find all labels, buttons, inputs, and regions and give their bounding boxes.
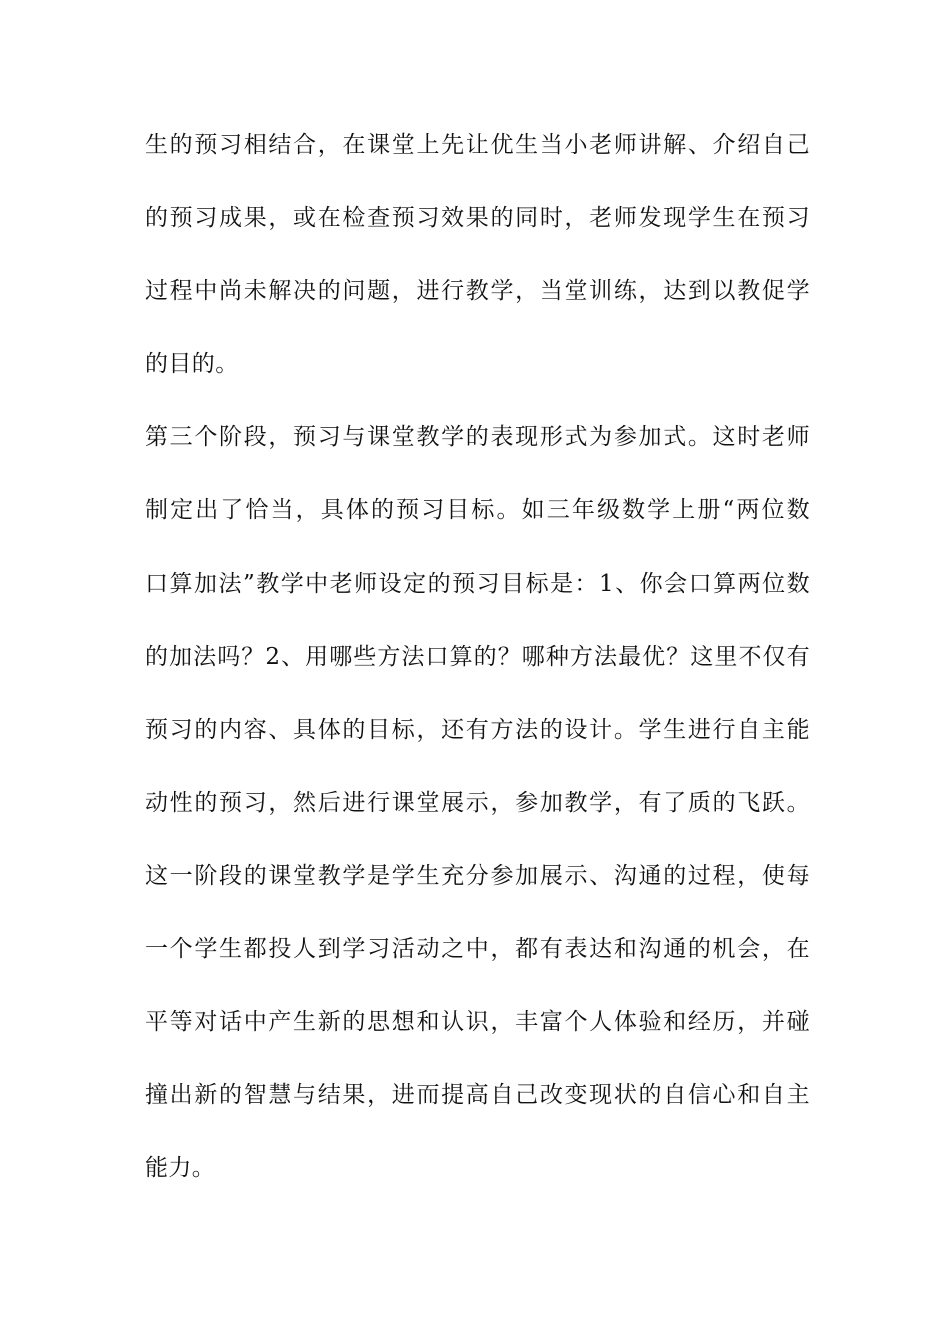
text-line: 生的预习相结合，在课堂上先让优生当小老师讲解、介绍自己 xyxy=(145,132,810,158)
text-line: 过程中尚未解决的问题，进行教学，当堂训练，达到以教促学 xyxy=(145,278,810,305)
text-line: 动性的预习，然后进行课堂展示，参加教学，有了质的飞跃。 xyxy=(145,789,810,816)
text-line: 预习的内容、具体的目标，还有方法的设计。学生进行自主能 xyxy=(145,716,810,743)
text-line: 的目的。 xyxy=(145,351,239,378)
text-line: 的加法吗？2、用哪些方法口算的？哪种方法最优？这里不仅有 xyxy=(145,643,810,670)
text-line: 能力。 xyxy=(145,1155,216,1182)
text-line: 这一阶段的课堂教学是学生充分参加展示、沟通的过程，使每 xyxy=(145,862,810,889)
text-line: 平等对话中产生新的思想和认识，丰富个人体验和经历，并碰 xyxy=(145,1009,810,1036)
text-line: 撞出新的智慧与结果，进而提高自己改变现状的自信心和自主 xyxy=(145,1082,810,1109)
text-line: 一个学生都投人到学习活动之中，都有表达和沟通的机会，在 xyxy=(145,936,810,963)
text-line: 第三个阶段，预习与课堂教学的表现形式为参加式。这时老师 xyxy=(145,424,810,451)
text-line: 口算加法”教学中老师设定的预习目标是：1、你会口算两位数 xyxy=(145,570,810,597)
body-text xyxy=(145,127,810,1223)
text-line: 制定出了恰当，具体的预习目标。如三年级数学上册“两位数 xyxy=(145,497,810,524)
text-line: 的预习成果，或在检查预习效果的同时，老师发现学生在预习 xyxy=(145,205,810,232)
